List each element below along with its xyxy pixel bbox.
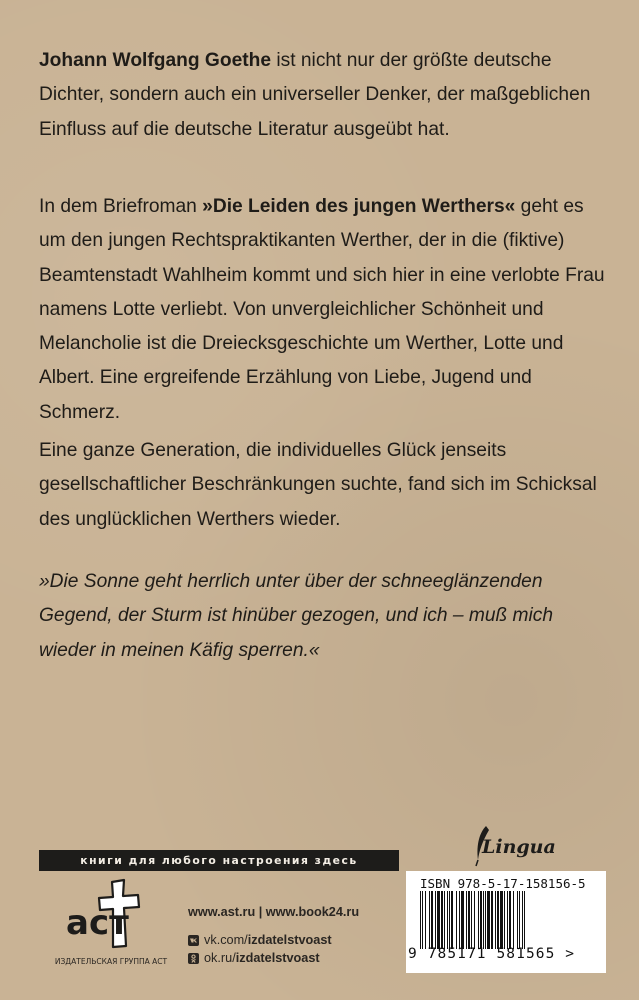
barcode-stripe — [509, 891, 511, 949]
author-intro-text: ist nicht nur der größte deutsche Dichter, sondern auch ein universeller Denker, der maßgeblichen Einfluss auf die deutsche Literatur ausgeübt hat. — [39, 50, 591, 140]
barcode-stripe — [466, 891, 467, 949]
barcode-stripe — [522, 891, 523, 949]
vk-handle: izdatelstvoast — [247, 933, 332, 947]
summary-lead: In dem Briefroman — [39, 196, 203, 217]
barcode-stripe — [524, 891, 525, 949]
barcode-stripe — [420, 891, 421, 949]
ok-prefix: ok.ru/ — [204, 951, 236, 965]
summary-text: geht es um den jungen Rechtspraktikanten Werther, der in die (fiktive) Beamtenstadt Wahlheim kommt und sich hier in eine verlobte Frau namens Lotte verliebt. Von unvergleichlicher Schönheit und Melancholie ist die Dreiecksgeschichte um Werther, Lotte und Albert. Eine ergreifende Erzählung von Liebe, Jugend und Schmerz. — [39, 196, 605, 423]
barcode-stripe — [478, 891, 479, 949]
publisher-tagline: ИЗДАТЕЛЬСКАЯ ГРУППА АСТ — [54, 957, 168, 966]
author-name: Johann Wolfgang Goethe — [39, 50, 272, 71]
barcode-stripe — [444, 891, 445, 949]
barcode-stripe — [441, 891, 443, 949]
book-title: »Die Leiden des jungen Werthers« — [202, 196, 516, 217]
barcode-stripe — [456, 891, 457, 949]
barcode-stripe — [422, 891, 423, 949]
barcode-stripe — [474, 891, 475, 949]
barcode-stripe — [451, 891, 453, 949]
barcode-stripe — [447, 891, 448, 949]
barcode-stripe — [504, 891, 505, 949]
barcode-stripe — [500, 891, 503, 949]
lingua-imprint-logo — [462, 822, 556, 867]
vk-prefix: vk.com/ — [204, 933, 248, 947]
barcode-stripe — [437, 891, 440, 949]
barcode-stripe — [517, 891, 518, 949]
barcode-stripe — [519, 891, 520, 949]
ean-digits: 9 785171 581565 > — [408, 946, 576, 962]
barcode-stripe — [483, 891, 484, 949]
vk-icon — [188, 935, 199, 946]
barcode-stripe — [491, 891, 493, 949]
paragraph-novel-summary — [39, 190, 609, 430]
barcode-stripe — [449, 891, 450, 949]
barcode-stripe — [459, 891, 460, 949]
barcode-stripe — [468, 891, 470, 949]
barcode-stripe — [487, 891, 490, 949]
website-links[interactable]: www.ast.ru | www.book24.ru — [188, 905, 360, 919]
barcode-icon — [420, 891, 572, 949]
barcode-stripe — [429, 891, 430, 949]
barcode-stripe — [425, 891, 426, 949]
slogan-bar: книги для любого настроения здесь — [39, 850, 399, 871]
odnoklassniki-icon — [188, 953, 199, 964]
ok-link[interactable] — [188, 951, 320, 965]
paragraph-author-intro — [39, 44, 609, 147]
vk-link[interactable] — [188, 933, 332, 947]
book-quote: »Die Sonne geht herrlich unter über der schneeglänzenden Gegend, der Sturm ist hinüber gezogen, und ich – muß mich wieder in meinen Käfig sperren.« — [39, 571, 554, 661]
lingua-imprint-text: Lingua — [482, 836, 556, 858]
barcode-stripe — [461, 891, 464, 949]
ast-logo-text: аст — [66, 903, 129, 943]
barcode-stripe — [431, 891, 433, 949]
barcode-stripe — [507, 891, 508, 949]
isbn-label: ISBN 978-5-17-158156-5 — [420, 876, 586, 891]
barcode-stripe — [495, 891, 496, 949]
ast-cross-logo-icon — [60, 876, 160, 954]
barcode-stripe — [513, 891, 514, 949]
paragraph-generation: Eine ganze Generation, die individuelles Glück jenseits gesellschaftlicher Beschränkungen suchte, fand sich im Schicksal des unglücklichen Werthers wieder. — [39, 440, 597, 530]
barcode-stripe — [471, 891, 472, 949]
ok-handle: izdatelstvoast — [235, 951, 320, 965]
barcode-stripe — [435, 891, 436, 949]
barcode-stripe — [497, 891, 499, 949]
barcode-stripe — [480, 891, 482, 949]
barcode-stripe — [485, 891, 486, 949]
